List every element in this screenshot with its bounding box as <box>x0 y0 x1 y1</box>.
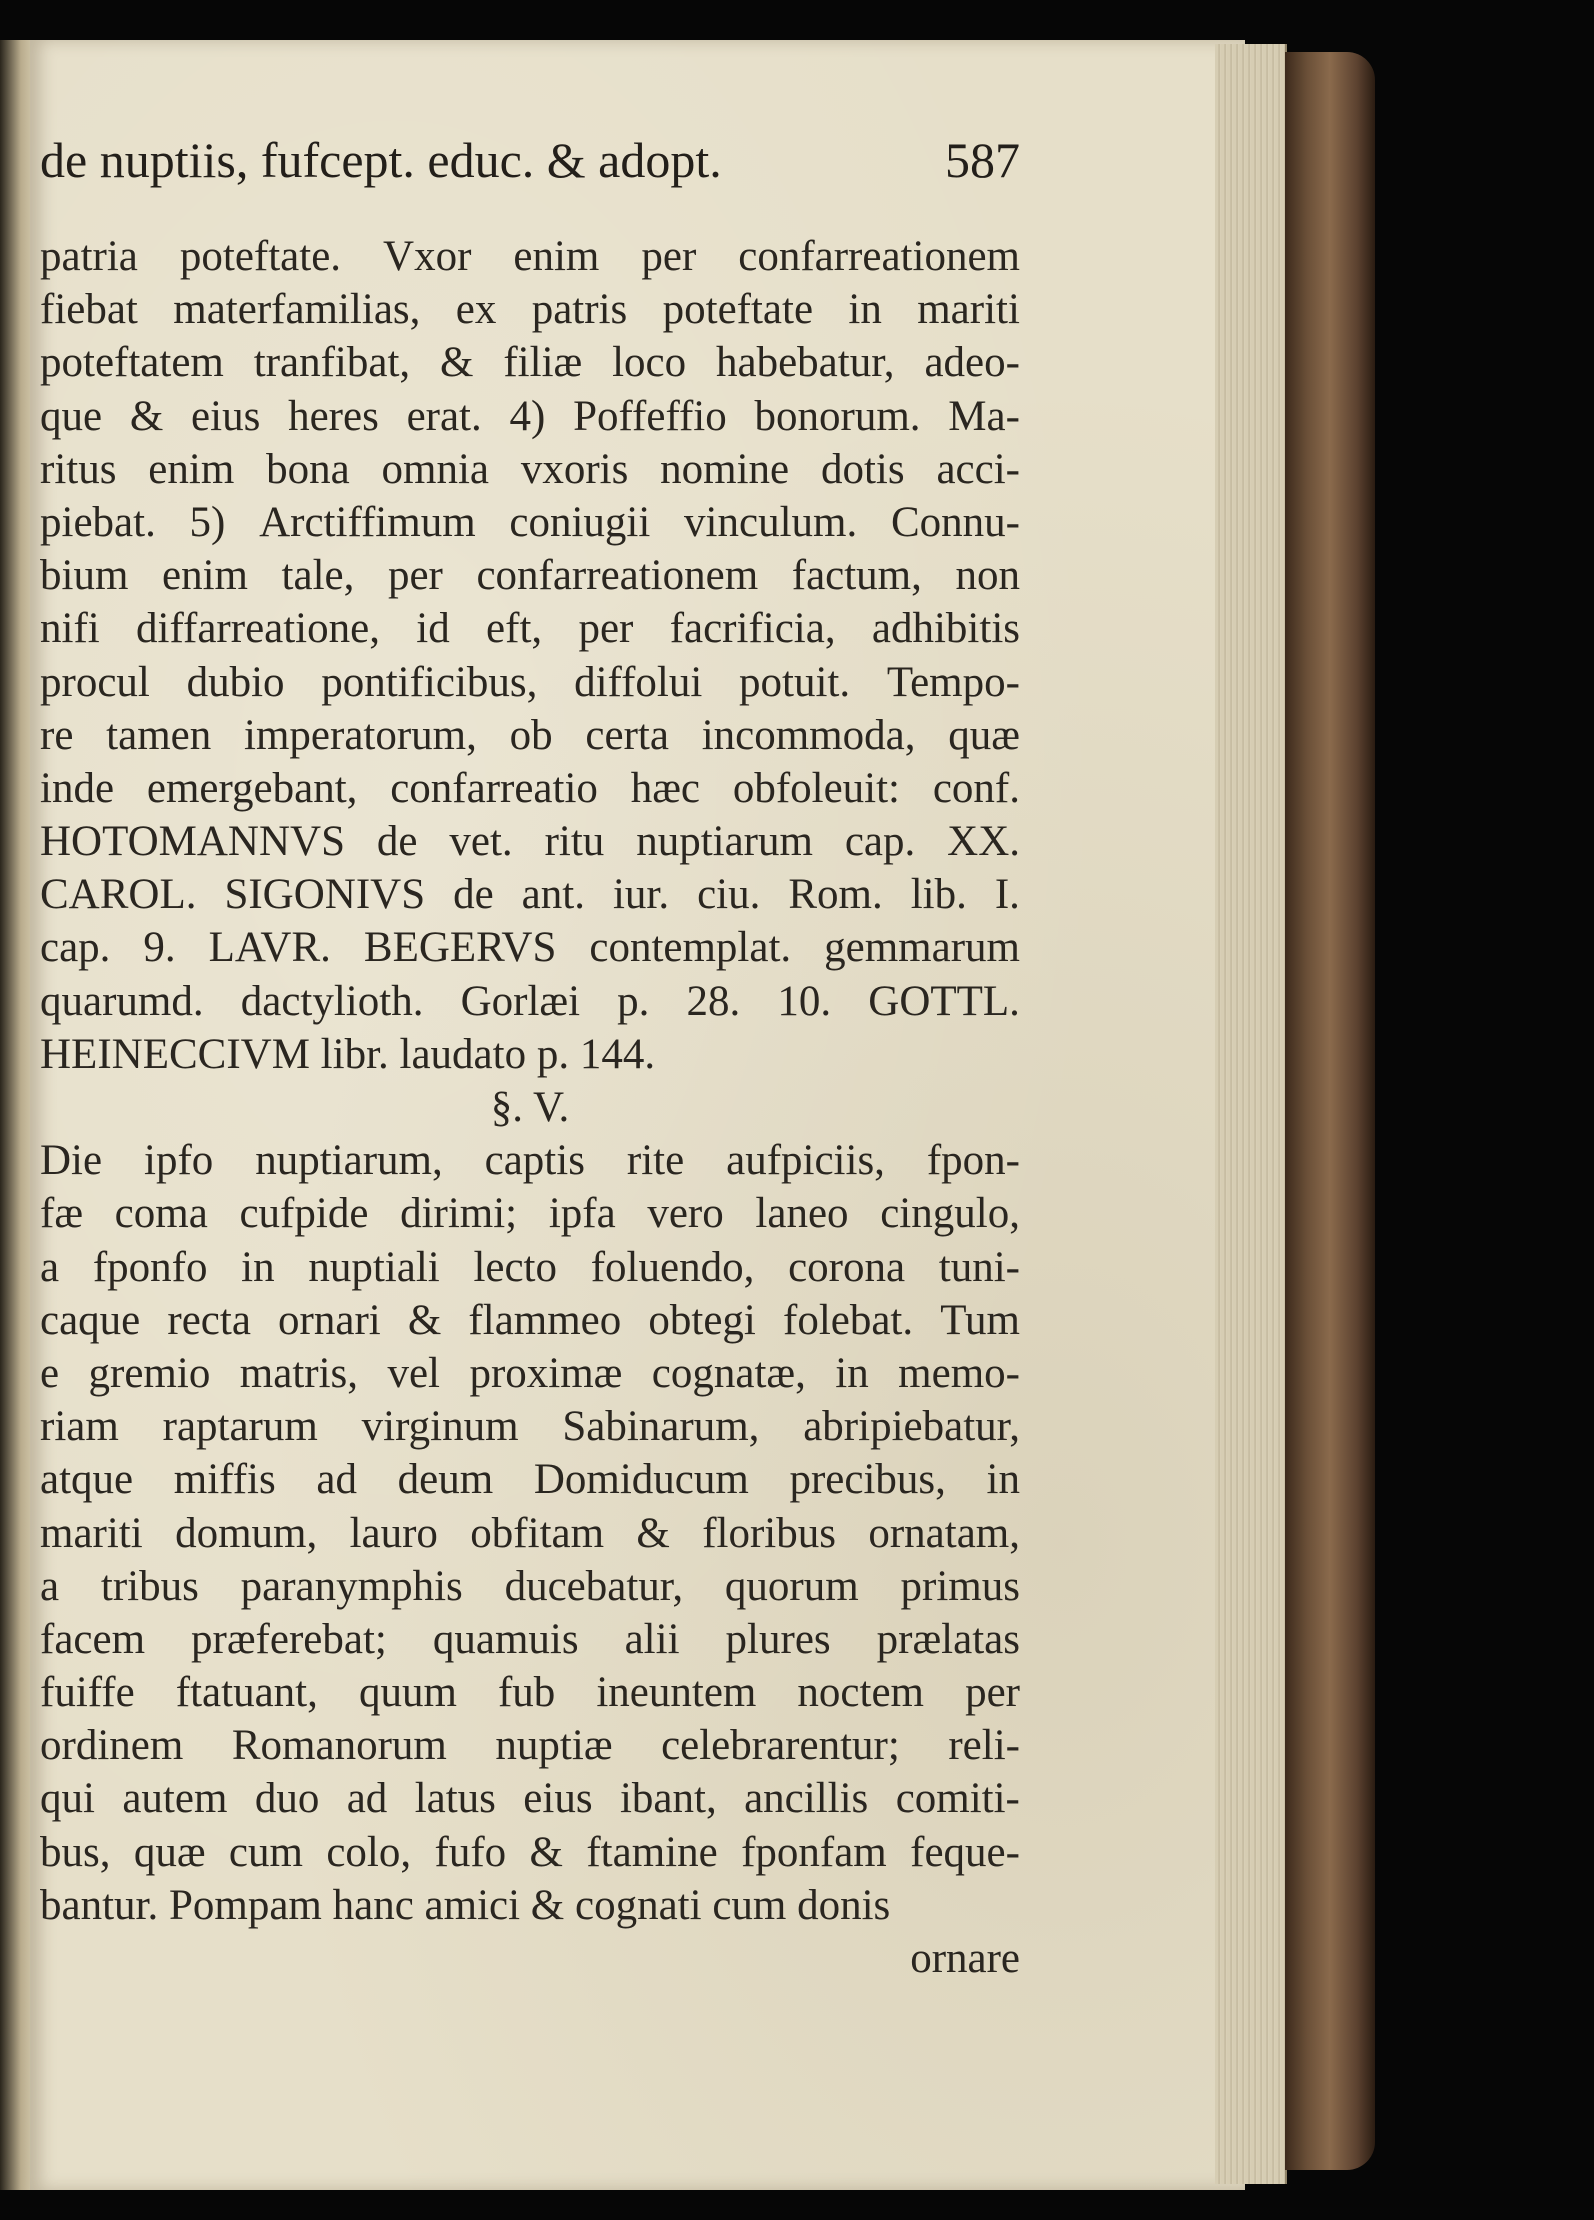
word: facrificia, <box>669 605 836 653</box>
word: corona <box>788 1243 906 1291</box>
word: ob <box>509 711 553 759</box>
catchword: ornare <box>910 1935 1020 1982</box>
word: & <box>129 392 164 440</box>
text-line <box>40 1826 1020 1879</box>
word: ipfo <box>144 1137 214 1185</box>
word: per <box>578 605 634 653</box>
word: atque <box>40 1456 134 1504</box>
word: obfitam <box>470 1509 605 1557</box>
word: materfamilias, <box>173 286 421 334</box>
word: re <box>40 711 74 759</box>
text-line <box>40 1719 1020 1772</box>
word: in <box>848 286 882 334</box>
line-text <box>40 1134 1020 1187</box>
word: I. <box>994 871 1020 919</box>
text-line <box>40 1187 1020 1240</box>
text-line <box>40 549 1020 602</box>
line-text <box>40 1241 1020 1294</box>
word: præferebat; <box>191 1615 387 1663</box>
word: matris, <box>239 1349 359 1397</box>
word: paranymphis <box>240 1562 463 1610</box>
word: tribus <box>100 1562 199 1610</box>
line-text <box>40 1719 1020 1772</box>
word: fiebat <box>40 286 138 334</box>
line-text <box>40 975 1020 1028</box>
word: Tum <box>940 1296 1020 1344</box>
running-header <box>40 130 1020 230</box>
text-line <box>40 602 1020 655</box>
word: dirimi; <box>400 1190 518 1238</box>
word: per <box>965 1669 1020 1717</box>
text-line <box>40 762 1020 815</box>
word: & <box>529 1828 563 1876</box>
word: confarreatio <box>390 764 598 812</box>
word: Domiducum <box>533 1456 749 1504</box>
word: patria <box>40 233 138 280</box>
word: tamen <box>106 711 212 759</box>
line-text <box>40 1507 1020 1560</box>
word: vero <box>647 1190 724 1238</box>
word: raptarum <box>162 1403 318 1451</box>
word: caque <box>40 1296 141 1344</box>
word: Arctiffimum <box>259 498 476 546</box>
word: lecto <box>473 1243 558 1291</box>
word: mariti <box>40 1509 143 1557</box>
word: ftatuant, <box>175 1669 318 1717</box>
word: aufpiciis, <box>726 1137 885 1185</box>
word: enim <box>513 233 600 280</box>
line-text <box>40 336 1020 389</box>
word: Die <box>40 1137 103 1185</box>
text-line <box>40 1134 1020 1187</box>
paragraph-2 <box>40 1134 1020 1932</box>
text-line <box>40 1453 1020 1506</box>
text-line <box>40 868 1020 921</box>
word: conf. <box>932 764 1020 812</box>
word: eft, <box>486 605 543 653</box>
text-line <box>40 921 1020 974</box>
word: potuit. <box>739 658 851 706</box>
word: id <box>416 605 450 653</box>
word: prælatas <box>876 1615 1020 1663</box>
word: & <box>407 1296 442 1344</box>
word: proximæ <box>469 1349 623 1397</box>
page-block-edges <box>1215 44 1287 2184</box>
word: pontificibus, <box>321 658 538 706</box>
word: Poffeffio <box>573 392 727 440</box>
word: Rom. <box>788 871 883 919</box>
text-line <box>40 1879 1020 1932</box>
word: bium <box>40 552 129 600</box>
word: non <box>955 552 1020 600</box>
word: ad <box>346 1775 388 1823</box>
word: quamuis <box>432 1615 579 1663</box>
word: abripiebatur, <box>803 1403 1020 1451</box>
word: quum <box>358 1669 457 1717</box>
word: colo, <box>326 1828 412 1876</box>
word: primus <box>900 1562 1020 1610</box>
word: confarreationem <box>476 552 759 600</box>
word: autem <box>122 1775 228 1823</box>
word: dotis <box>820 445 905 493</box>
word: lib. <box>910 871 967 919</box>
word: Connu- <box>890 498 1020 546</box>
line-text <box>40 762 1020 815</box>
word: nuptiæ <box>495 1722 613 1770</box>
word: vel <box>387 1349 440 1397</box>
word: obfoleuit: <box>732 764 901 812</box>
word: emergebant, <box>146 764 358 812</box>
word: ritu <box>544 818 605 866</box>
word: bonorum. <box>754 392 921 440</box>
word: hæc <box>630 764 700 812</box>
text-line <box>40 283 1020 336</box>
word: Romanorum <box>231 1722 447 1770</box>
word: inde <box>40 764 115 812</box>
text-line <box>40 336 1020 389</box>
word: bona <box>266 445 350 493</box>
word: in <box>835 1349 869 1397</box>
word: confarreationem <box>738 233 1020 280</box>
word: miffis <box>173 1456 276 1504</box>
word: ducebatur, <box>504 1562 684 1610</box>
word: heres <box>288 392 379 440</box>
word: eius <box>191 392 261 440</box>
word: nomine <box>660 445 790 493</box>
word: ciu. <box>697 871 761 919</box>
word: XX. <box>947 818 1020 866</box>
word: floribus <box>702 1509 836 1557</box>
word: SIGONIVS <box>224 871 426 919</box>
word: plures <box>725 1615 831 1663</box>
word: laneo <box>755 1190 849 1238</box>
line-text <box>40 1772 1020 1825</box>
word: & <box>440 339 474 387</box>
word: poteftatem <box>40 339 224 387</box>
word: tranfibat, <box>253 339 411 387</box>
line-text <box>40 1666 1020 1719</box>
word: recta <box>167 1296 251 1344</box>
word: habebatur, <box>716 339 895 387</box>
word: eius <box>523 1775 593 1823</box>
word: acci- <box>936 445 1020 493</box>
word: qui <box>40 1775 95 1823</box>
word: dactylioth. <box>240 977 424 1025</box>
word: 10. <box>777 977 832 1025</box>
word: precibus, <box>789 1456 946 1504</box>
word: memo- <box>898 1349 1020 1397</box>
word: deum <box>397 1456 494 1504</box>
word: diffarreatione, <box>136 605 380 653</box>
word: erat. <box>406 392 482 440</box>
word: ad <box>316 1456 357 1504</box>
word: quarumd. <box>40 977 204 1025</box>
section-heading: §. V. <box>490 1084 570 1131</box>
word: in <box>986 1456 1020 1504</box>
line-text <box>40 602 1020 655</box>
word: cap. <box>844 818 916 866</box>
word: LAVR. <box>208 924 331 972</box>
word: fæ <box>40 1190 83 1238</box>
page-text <box>40 130 1020 1985</box>
word: ornatam, <box>868 1509 1020 1557</box>
word: cum <box>228 1828 303 1876</box>
text-line <box>40 1560 1020 1613</box>
word: filiæ <box>503 339 583 387</box>
word: reli- <box>948 1722 1020 1770</box>
text-line <box>40 1241 1020 1294</box>
word: certa <box>585 711 669 759</box>
word: 9. <box>143 924 176 972</box>
text-line <box>40 230 1020 283</box>
word: a <box>40 1562 60 1610</box>
word: feque- <box>910 1828 1020 1876</box>
word: procul <box>40 658 150 706</box>
text-line <box>40 1347 1020 1400</box>
word: alii <box>624 1615 680 1663</box>
word: imperatorum, <box>244 711 477 759</box>
word: p. <box>617 977 650 1025</box>
word: ipfa <box>548 1190 616 1238</box>
word: Tempo- <box>886 658 1020 706</box>
word: loco <box>612 339 687 387</box>
word: celebrarentur; <box>661 1722 900 1770</box>
word: factum, <box>791 552 922 600</box>
word: rite <box>626 1137 685 1185</box>
line-text <box>40 230 1020 283</box>
word: CAROL. <box>40 871 197 919</box>
line-text <box>40 656 1020 709</box>
running-title: de nuptiis, fufcept. educ. & adopt. <box>40 132 722 188</box>
word: de <box>453 871 494 919</box>
word: enim <box>161 552 248 600</box>
word: latus <box>414 1775 496 1823</box>
word: fpon- <box>926 1137 1020 1185</box>
word: contemplat. <box>589 924 792 972</box>
line-text <box>40 390 1020 443</box>
line-text <box>40 283 1020 336</box>
word: lauro <box>349 1509 438 1557</box>
line-text <box>40 1347 1020 1400</box>
word: diffolui <box>574 658 703 706</box>
line-text <box>40 815 1020 868</box>
line-text <box>40 1187 1020 1240</box>
word: ant. <box>521 871 585 919</box>
word: ordinem <box>40 1722 184 1770</box>
line-text <box>40 443 1020 496</box>
word: vet. <box>449 818 513 866</box>
text-line <box>40 443 1020 496</box>
word: tale, <box>281 552 355 600</box>
word: per <box>387 552 443 600</box>
text-line <box>40 709 1020 762</box>
word: enim <box>148 445 235 493</box>
word: flammeo <box>468 1296 622 1344</box>
line-text <box>40 549 1020 602</box>
word: adeo- <box>924 339 1020 387</box>
book-binding <box>1285 52 1375 2170</box>
word: omnia <box>381 445 489 493</box>
text-line <box>40 975 1020 1028</box>
word: a <box>40 1243 60 1291</box>
word: quæ <box>948 711 1020 759</box>
word: 28. <box>686 977 741 1025</box>
word: adhibitis <box>871 605 1020 653</box>
word: quæ <box>133 1828 206 1876</box>
line-text <box>40 921 1020 974</box>
text-line <box>40 390 1020 443</box>
word: captis <box>484 1137 585 1185</box>
word: e <box>40 1349 60 1397</box>
word: GOTTL. <box>868 977 1020 1025</box>
word: patris <box>531 286 628 334</box>
line-text <box>40 868 1020 921</box>
word: fub <box>497 1669 556 1717</box>
catchword-line <box>40 1932 1020 1985</box>
line-text: HEINECCIVM libr. laudato p. 144. <box>40 1030 656 1078</box>
page-number: 587 <box>945 132 1020 188</box>
line-text <box>40 709 1020 762</box>
word: comiti- <box>895 1775 1020 1823</box>
word: coma <box>114 1190 208 1238</box>
line-text <box>40 496 1020 549</box>
word: Gorlæi <box>460 977 581 1025</box>
word: poteftate. <box>179 233 342 280</box>
line-text <box>40 1294 1020 1347</box>
word: 5) <box>189 498 226 546</box>
line-text <box>40 1613 1020 1666</box>
text-line <box>40 1294 1020 1347</box>
text-line <box>40 1400 1020 1453</box>
word: nuptiali <box>308 1243 440 1291</box>
word: folebat. <box>783 1296 914 1344</box>
word: nifi <box>40 605 100 653</box>
line-text <box>40 1826 1020 1879</box>
word: ancillis <box>744 1775 869 1823</box>
word: gremio <box>88 1349 211 1397</box>
word: 4) <box>509 392 546 440</box>
text-line <box>40 815 1020 868</box>
word: ineuntem <box>596 1669 757 1717</box>
word: per <box>641 233 697 280</box>
word: cingulo, <box>880 1190 1020 1238</box>
word: fponfam <box>741 1828 887 1876</box>
word: quorum <box>724 1562 859 1610</box>
word: de <box>376 818 418 866</box>
word: fufo <box>434 1828 507 1876</box>
word: poteftate <box>662 286 814 334</box>
word: nuptiarum <box>636 818 813 866</box>
word: Vxor <box>383 233 472 280</box>
line-text <box>40 1400 1020 1453</box>
word: Ma- <box>948 392 1020 440</box>
word: incommoda, <box>701 711 916 759</box>
word: BEGERVS <box>363 924 557 972</box>
text-line <box>40 496 1020 549</box>
line-text <box>40 1453 1020 1506</box>
word: ritus <box>40 445 117 493</box>
line-text: bantur. Pompam hanc amici & cognati cum donis <box>40 1881 891 1929</box>
word: foluendo, <box>590 1243 755 1291</box>
word: noctem <box>797 1669 924 1717</box>
word: HOTOMANNVS <box>40 818 346 866</box>
word: fuiffe <box>40 1669 135 1717</box>
word: domum, <box>175 1509 318 1557</box>
text-line <box>40 1507 1020 1560</box>
word: cognatæ, <box>651 1349 806 1397</box>
word: obtegi <box>648 1296 756 1344</box>
word: tuni- <box>938 1243 1020 1291</box>
word: gemmarum <box>824 924 1020 972</box>
word: ornari <box>278 1296 381 1344</box>
text-line <box>40 656 1020 709</box>
word: duo <box>254 1775 320 1823</box>
text-line <box>40 1772 1020 1825</box>
word: cap. <box>40 924 111 972</box>
word: vinculum. <box>684 498 858 546</box>
word: virginum <box>361 1403 519 1451</box>
word: cufpide <box>239 1190 369 1238</box>
word: ftamine <box>586 1828 718 1876</box>
word: fponfo <box>92 1243 208 1291</box>
word: nuptiarum, <box>255 1137 443 1185</box>
word: & <box>636 1509 670 1557</box>
word: iur. <box>612 871 670 919</box>
word: in <box>241 1243 275 1291</box>
word: Sabinarum, <box>562 1403 760 1451</box>
word: ex <box>455 286 497 334</box>
word: bus, <box>40 1828 111 1876</box>
word: coniugii <box>509 498 651 546</box>
word: facem <box>40 1615 146 1663</box>
text-line <box>40 1613 1020 1666</box>
text-line <box>40 1666 1020 1719</box>
word: mariti <box>917 286 1020 334</box>
line-text <box>40 1560 1020 1613</box>
word: dubio <box>186 658 285 706</box>
paragraph-1 <box>40 230 1020 1081</box>
word: que <box>40 392 103 440</box>
word: vxoris <box>520 445 629 493</box>
word: piebat. <box>40 498 156 546</box>
word: ibant, <box>619 1775 717 1823</box>
word: riam <box>40 1403 119 1451</box>
text-line <box>40 1028 1020 1081</box>
